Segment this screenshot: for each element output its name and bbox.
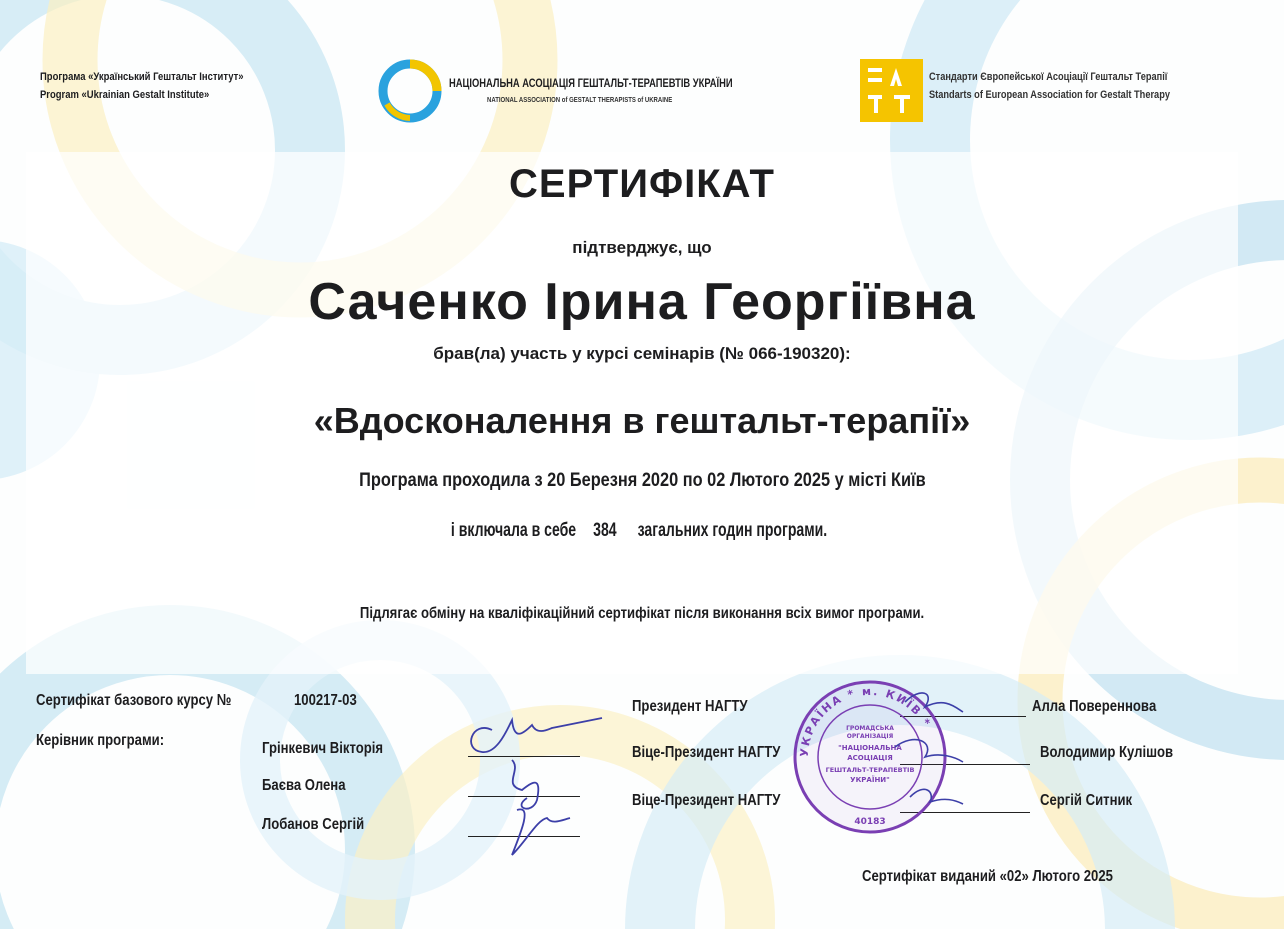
hours-suffix: загальних годин програми. (638, 520, 828, 541)
stamp-line-2: ОРГАНІЗАЦІЯ (846, 733, 894, 740)
stamp-line-3: "НАЦІОНАЛЬНА (838, 744, 902, 752)
stamp-line-5: ГЕШТАЛЬТ-ТЕРАПЕВТІВ (825, 766, 915, 774)
eagt-logo (860, 59, 923, 122)
program-dates (0, 470, 1284, 492)
program-hours-text (441, 520, 843, 542)
stamp-line-6: УКРАЇНИ" (850, 776, 890, 784)
exchange-notice-text: Підлягає обміну на кваліфікаційний сертифікат після виконання всіх вимог програми. (359, 605, 925, 622)
program-dates-text: Програма проходила з 20 Березня 2020 по 02 Лютого 2025 у місті Київ (358, 470, 926, 491)
eagt-standards-en: Standarts of European Association for Gestalt Therapy (929, 89, 1170, 101)
president-name: Алла Поверенновa (1032, 698, 1157, 715)
recipient-name: Саченко Ірина Георгіївна (308, 273, 976, 331)
program-name-en: Program «Ukrainian Gestalt Institute» (40, 89, 210, 101)
role-vice-president-1: Віце-Президент НАГТУ (632, 744, 781, 761)
program-leader-label: Керівник програми: (36, 732, 165, 749)
nagtu-logo (375, 56, 445, 126)
eagt-standards (929, 68, 1170, 104)
certificate-title: СЕРТИФІКАТ (509, 162, 775, 206)
exchange-notice (0, 605, 1284, 623)
role-vice-president-2: Віце-Президент НАГТУ (632, 792, 781, 809)
official-stamp (785, 672, 965, 842)
stamp-line-1: ГРОМАДСЬКА (846, 725, 894, 732)
hours-value: 384 (592, 520, 617, 541)
leaders-signatures (452, 690, 612, 870)
stamp-code: 40183 (854, 817, 886, 827)
vice-president-1-name: Володимир Кулішов (1040, 744, 1174, 761)
base-cert-number: 100217-03 (294, 692, 357, 709)
program-name (40, 68, 243, 104)
issue-date: Сертифікат виданий «02» Лютого 2025 (862, 868, 1113, 885)
leader-2: Баєва Олена (262, 777, 346, 794)
course-title: «Вдосконалення в гештальт-терапії» (313, 400, 971, 441)
program-name-uk: Програма «Український Гештальт Інститут» (40, 71, 244, 83)
nagtu-name-en: NATIONAL ASSOCIATION of GESTALT THERAPISTS of UKRAINE (487, 95, 673, 104)
leader-1: Грінкевич Вікторія (262, 740, 384, 757)
role-president: Президент НАГТУ (632, 698, 748, 715)
eagt-standards-uk: Стандарти Європейської Асоціації Гештальт Терапії (929, 71, 1168, 83)
stamp-ring-text: УКРАЇНА * м. КИЇВ * (797, 684, 934, 758)
hours-prefix: і включала в себе (451, 520, 577, 541)
leader-3: Лобанов Сергій (262, 816, 365, 833)
base-cert-label: Сертифікат базового курсу № (36, 692, 232, 709)
program-hours (0, 520, 1284, 542)
nagtu-name-uk: НАЦІОНАЛЬНА АСОЦІАЦІЯ ГЕШТАЛЬТ-ТЕРАПЕВТІВ УКРАЇНИ (449, 76, 733, 90)
confirms-text: підтверджує, що (572, 238, 712, 257)
vice-president-2-name: Сергій Ситник (1040, 792, 1133, 809)
stamp-line-4: АСОЦІАЦІЯ (847, 754, 893, 762)
attended-text: брав(ла) участь у курсі семінарів (№ 066-190320): (433, 344, 851, 363)
